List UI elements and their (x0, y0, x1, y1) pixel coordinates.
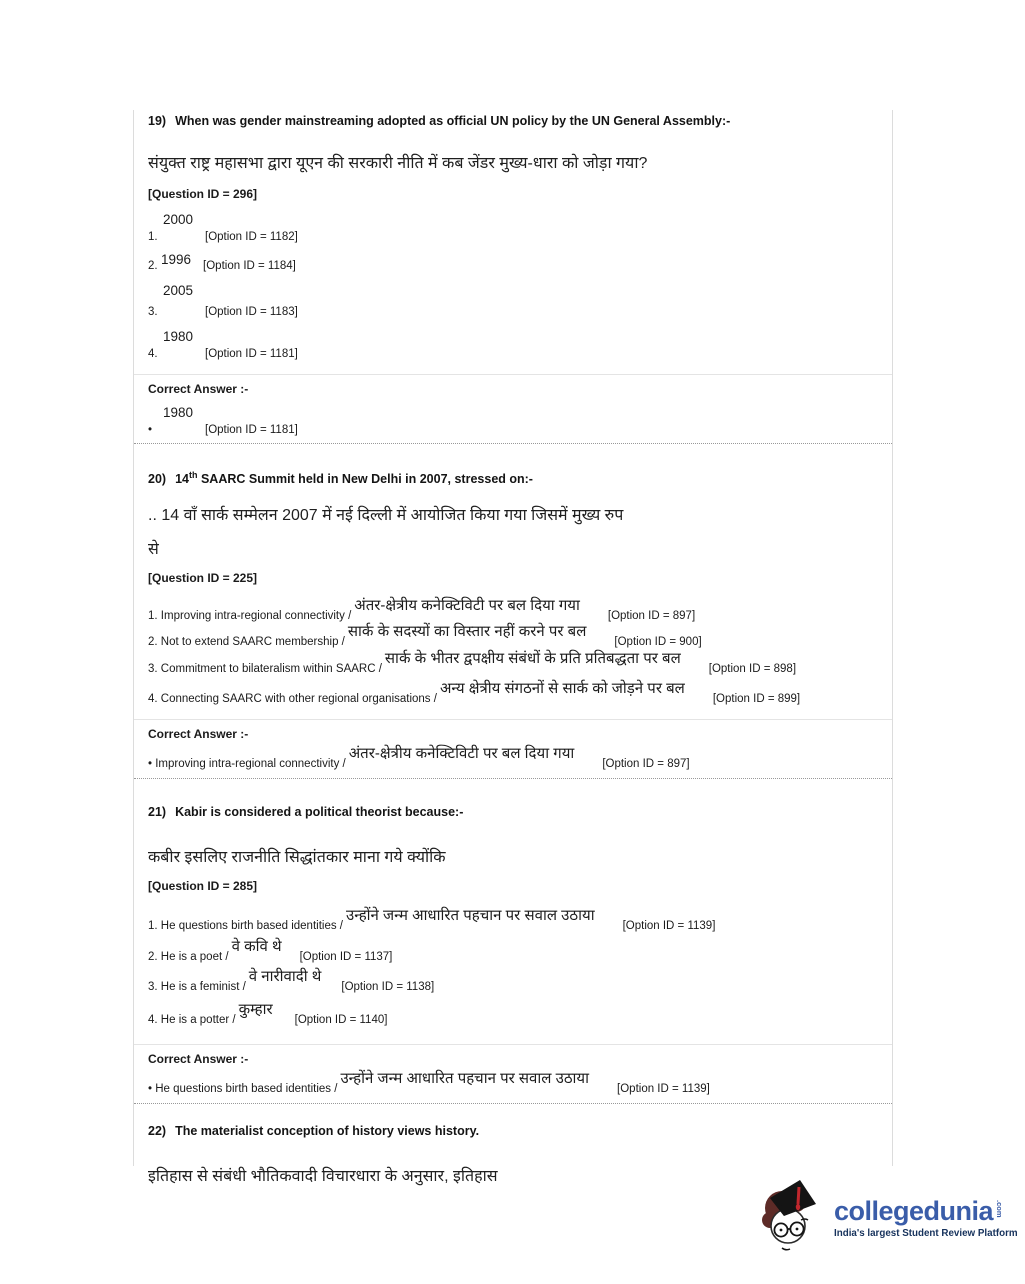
separator-solid (134, 374, 892, 375)
option-id: [Option ID = 1139] (617, 1083, 710, 1096)
superscript: th (188, 470, 198, 480)
correct-answer-label: Correct Answer :- (148, 382, 249, 396)
option-id: [Option ID = 1183] (205, 306, 298, 318)
option-number: 3. (148, 981, 158, 994)
question-number: 19) (148, 114, 167, 128)
question-number: 20) (148, 472, 167, 487)
option-number: 3. (148, 663, 158, 676)
option-id: [Option ID = 1137] (299, 951, 393, 964)
option-text-en: He questions birth based identities / (160, 920, 343, 933)
answer-text-hi: उन्होंने जन्म आधारित पहचान पर सवाल उठाया (340, 1070, 590, 1088)
collegedunia-tagline: India's largest Student Review Platform (834, 1228, 1018, 1239)
answer-text-en: Improving intra-regional connectivity / (155, 758, 346, 771)
option-number: 2. (148, 260, 158, 272)
correct-answer-label: Correct Answer :- (148, 1052, 249, 1067)
option-3 (134, 968, 892, 995)
answer-text-en: He questions birth based identities / (155, 1083, 338, 1096)
option-id: [Option ID = 1181] (205, 348, 298, 360)
option-number: 3. (148, 306, 158, 318)
correct-answer-19 (134, 404, 892, 438)
separator-dotted (134, 778, 892, 779)
option-text-hi: कुम्हार (238, 1001, 273, 1019)
option-number: 1. (148, 231, 158, 243)
question-number: 22) (148, 1124, 167, 1139)
question-number: 21) (148, 805, 167, 820)
option-1 (134, 211, 892, 245)
option-number: 4. (148, 1014, 158, 1027)
option-4 (134, 1001, 892, 1028)
option-2 (134, 252, 892, 274)
question-21-id: [Question ID = 285] (148, 879, 258, 894)
option-number: 2. (148, 951, 158, 964)
option-2 (134, 938, 892, 965)
separator-dotted (134, 443, 892, 444)
question-20-hindi: .. 14 वाँ सार्क सम्मेलन 2007 में नई दिल्ली में आयोजित किया गया जिसमें मुख्य रुप से (148, 507, 624, 559)
question-20-header (134, 470, 892, 486)
option-1 (134, 597, 892, 624)
option-text-hi: वे कवि थे (231, 938, 282, 956)
option-id: [Option ID = 1139] (622, 920, 716, 933)
option-text-en: Not to extend SAARC membership / (160, 636, 345, 649)
option-1 (134, 907, 892, 934)
question-title-post: SAARC Summit held in New Delhi in 2007, stressed on:- (197, 472, 533, 487)
option-number: 4. (148, 348, 158, 360)
question-19-hindi: संयुक्त राष्ट्र महासभा द्वारा यूएन की सरकारी नीति में कब जेंडर मुख्य-धारा को जोड़ा गया? (148, 155, 648, 172)
option-text-hi: सार्क के भीतर द्वपक्षीय संबंधों के प्रति प्रतिबद्धता पर बल (384, 650, 681, 668)
option-text-en: Connecting SAARC with other regional organisations / (160, 693, 437, 706)
option-id: [Option ID = 899] (712, 693, 801, 706)
option-text-en: He is a poet / (160, 951, 229, 964)
bullet: • (148, 1083, 153, 1096)
option-text-hi: अन्य क्षेत्रीय संगठनों से सार्क को जोड़ने पर बल (439, 680, 685, 698)
option-text-hi: उन्होंने जन्म आधारित पहचान पर सवाल उठाया (346, 907, 595, 925)
question-20-id: [Question ID = 225] (148, 571, 258, 586)
option-id: [Option ID = 897] (607, 610, 696, 623)
question-paper-panel (133, 110, 893, 1186)
option-4 (134, 680, 892, 707)
option-3 (134, 650, 892, 677)
option-value: 1996 (161, 252, 192, 267)
bullet: • (148, 758, 153, 771)
option-value: 2000 (163, 212, 194, 227)
option-id: [Option ID = 900] (614, 636, 702, 649)
question-title: Kabir is considered a political theorist because:- (175, 805, 464, 820)
option-2 (134, 623, 892, 650)
option-text-en: He is a potter / (160, 1014, 236, 1027)
option-id: [Option ID = 898] (708, 663, 797, 676)
option-text-en: He is a feminist / (160, 981, 246, 994)
question-21-hindi: कबीर इसलिए राजनीति सिद्धांतकार माना गये क्योंकि (148, 849, 446, 867)
question-21-header (134, 805, 892, 819)
answer-value: 1980 (163, 405, 194, 420)
option-id: [Option ID = 1181] (205, 424, 298, 436)
option-id: [Option ID = 1184] (203, 260, 296, 272)
option-text-hi: वे नारीवादी थे (248, 968, 322, 986)
option-4 (134, 328, 892, 362)
option-text-en: Commitment to bilateralism within SAARC / (160, 663, 382, 676)
correct-answer-20 (134, 745, 892, 772)
separator-solid (134, 719, 892, 720)
option-number: 1. (148, 920, 158, 933)
option-text-en: Improving intra-regional connectivity / (160, 610, 352, 623)
correct-answer-label: Correct Answer :- (148, 727, 249, 742)
option-number: 1. (148, 610, 158, 623)
option-value: 1980 (163, 329, 194, 344)
option-text-hi: सार्क के सदस्यों का विस्तार नहीं करने पर बल (347, 623, 587, 641)
question-22-header (134, 1124, 892, 1138)
question-19-header (134, 114, 892, 128)
option-number: 2. (148, 636, 158, 649)
collegedunia-mascot-icon (758, 1176, 830, 1260)
option-value: 2005 (163, 283, 194, 298)
option-3 (134, 282, 892, 320)
option-number: 4. (148, 693, 158, 706)
bullet: • (148, 424, 153, 436)
collegedunia-watermark (758, 1172, 1022, 1264)
correct-answer-21 (134, 1070, 892, 1097)
question-title: When was gender mainstreaming adopted as official UN policy by the UN General Assembly:- (175, 114, 731, 128)
question-22-hindi: इतिहास से संबंधी भौतिकवादी विचारधारा के अनुसार, इतिहास (148, 1168, 498, 1186)
separator-solid (134, 1044, 892, 1045)
question-title: The materialist conception of history views history. (175, 1124, 480, 1139)
option-id: [Option ID = 897] (602, 758, 690, 771)
question-title-pre: 14 (175, 472, 189, 487)
option-id: [Option ID = 1140] (294, 1014, 388, 1027)
option-id: [Option ID = 1138] (341, 981, 435, 994)
option-text-hi: अंतर-क्षेत्रीय कनेक्टिविटी पर बल दिया गया (354, 597, 580, 615)
option-id: [Option ID = 1182] (205, 231, 298, 243)
answer-text-hi: अंतर-क्षेत्रीय कनेक्टिविटी पर बल दिया गया (348, 745, 575, 763)
separator-dotted (134, 1103, 892, 1104)
collegedunia-logo-text: collegedunia (834, 1196, 994, 1226)
question-19-id: [Question ID = 296] (148, 187, 258, 201)
collegedunia-logo-tld: .com (995, 1200, 1005, 1218)
